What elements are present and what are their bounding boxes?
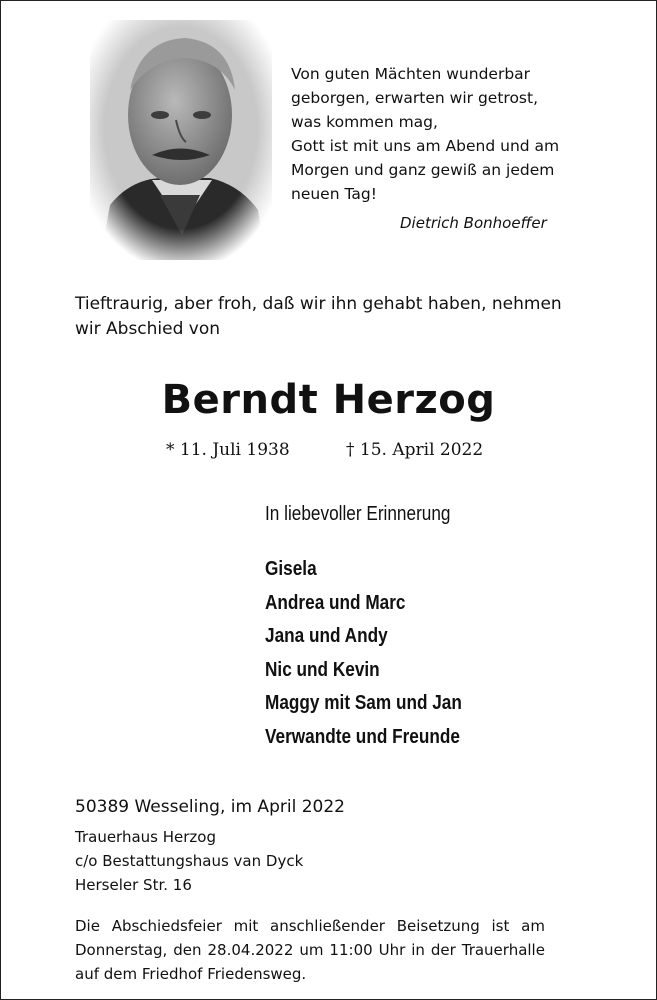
- address-line: Herseler Str. 16: [75, 876, 192, 894]
- ceremony-word: in: [411, 941, 425, 959]
- quote-line: was kommen mag,: [291, 113, 438, 131]
- quote-line: Von guten Mächten wunderbar: [291, 65, 531, 83]
- ceremony-word: 28.04.2022: [207, 941, 294, 959]
- address-line: c/o Bestattungshaus van Dyck: [75, 852, 304, 870]
- birth-date: * 11. Juli 1938: [166, 440, 290, 460]
- ceremony-word: Die: [75, 917, 100, 935]
- death-date: † 15. April 2022: [346, 440, 484, 460]
- place-date: 50389 Wesseling, im April 2022: [75, 797, 345, 817]
- intro-text: [75, 292, 595, 342]
- ceremony-line-3: auf dem Friedhof Friedensweg.: [75, 965, 307, 983]
- ceremony-line-2: [75, 938, 545, 962]
- mourners-list: [265, 553, 494, 754]
- ceremony-word: mit: [233, 917, 259, 935]
- quote-line: geborgen, erwarten wir getrost,: [291, 89, 539, 107]
- mourner-item: Andrea und Marc: [265, 591, 406, 614]
- memory-heading: In liebevoller Erinnerung: [265, 503, 451, 525]
- mourner-item: Jana und Andy: [265, 625, 388, 647]
- quote-block: [291, 62, 631, 206]
- ceremony-word: um: [299, 941, 324, 959]
- mourner-item: Verwandte und Freunde: [265, 725, 460, 748]
- intro-line: Tieftraurig, aber froh, daß wir ihn gehabt haben, nehmen: [75, 294, 562, 314]
- mourner-item: Nic und Kevin: [265, 658, 380, 681]
- quote-line: Morgen und ganz gewiß an jedem: [291, 161, 555, 179]
- mourner-item: Maggy mit Sam und Jan: [265, 692, 462, 714]
- ceremony-word: Beisetzung: [396, 917, 480, 935]
- ceremony-word: 11:00: [329, 941, 373, 959]
- mourner-item: Gisela: [265, 558, 317, 580]
- address-block: [75, 825, 303, 897]
- ceremony-info: [75, 914, 545, 986]
- intro-line: wir Abschied von: [75, 319, 221, 339]
- ceremony-line-1: [75, 914, 545, 938]
- quote-line: Gott ist mit uns am Abend und am: [291, 137, 560, 155]
- ceremony-word: Abschiedsfeier: [111, 917, 222, 935]
- ceremony-word: am: [521, 917, 545, 935]
- ceremony-word: Donnerstag,: [75, 941, 168, 959]
- ceremony-word: anschließender: [270, 917, 385, 935]
- quote-line: neuen Tag!: [291, 185, 377, 203]
- quote-author: Dietrich Bonhoeffer: [400, 214, 547, 232]
- ceremony-word: der: [430, 941, 456, 959]
- ceremony-word: ist: [491, 917, 510, 935]
- deceased-name: Berndt Herzog: [161, 377, 496, 423]
- ceremony-word: Uhr: [378, 941, 406, 959]
- ceremony-word: Trauerhalle: [461, 941, 545, 959]
- portrait-photo: [90, 20, 272, 260]
- ceremony-word: den: [173, 941, 202, 959]
- address-line: Trauerhaus Herzog: [75, 828, 216, 846]
